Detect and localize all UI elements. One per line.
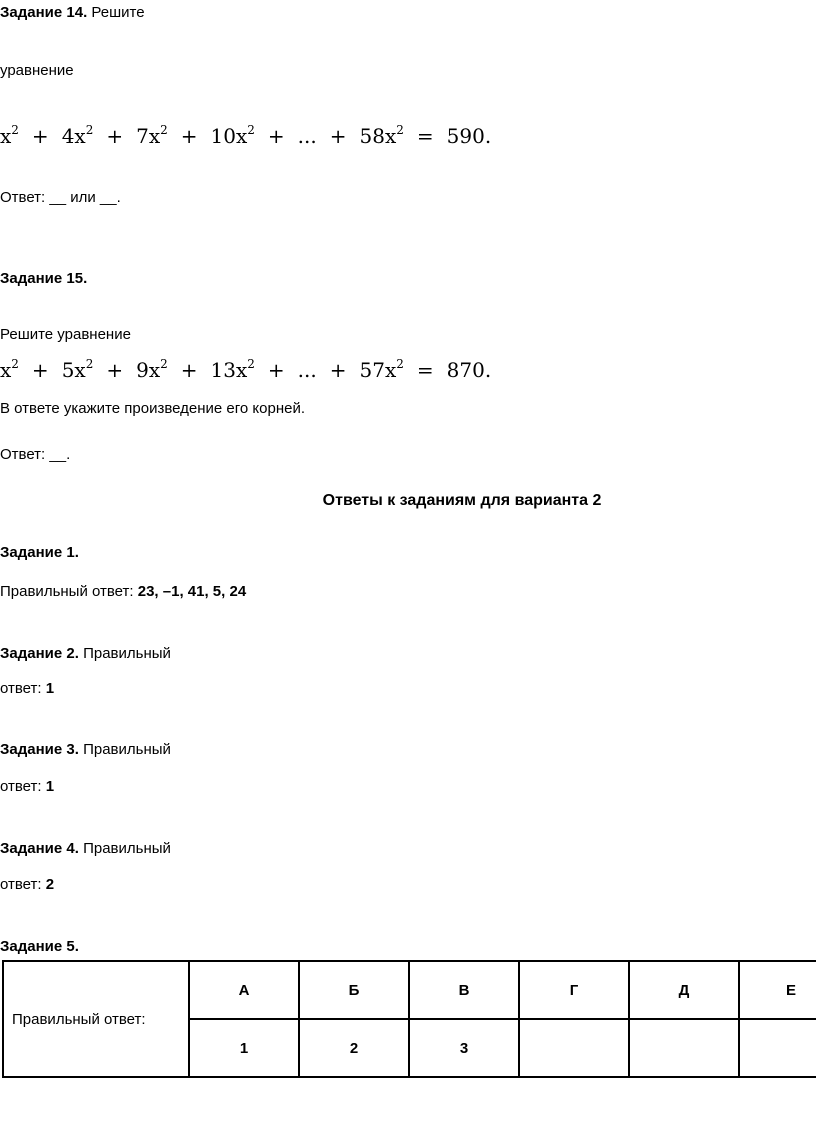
equation-rhs: 590.: [446, 124, 492, 148]
task14-text: Решите: [87, 4, 145, 21]
equation-term: $58x^2$: [359, 123, 404, 148]
equation-term: $57x^2$: [359, 357, 404, 382]
answer3-heading: Задание 3. Правильный: [0, 741, 171, 758]
answer1-line: [0, 583, 246, 600]
task14-answer: Ответ: __ или __.: [0, 189, 121, 206]
answer1-title: Задание 1.: [0, 544, 79, 561]
task15-text: Решите уравнение: [0, 326, 131, 343]
equation-term: $13x^2$: [210, 357, 255, 382]
task15-answer: Ответ: __.: [0, 446, 71, 463]
answer3-value: 1: [45, 778, 55, 795]
table-header-cell: Г: [519, 961, 629, 1019]
answer5-title: Задание 5.: [0, 938, 79, 955]
table-header-cell: Е: [739, 961, 816, 1019]
answer2-title: Задание 2.: [0, 645, 79, 662]
table-header-cell: Б: [299, 961, 409, 1019]
table-header-cell: Д: [629, 961, 739, 1019]
task14-equation: $x^2 + 4x^2 + 7x^2 + 10x^2$ + ... + $58x^2 = 590$.: [0, 123, 492, 148]
equation-term: $4x^2$: [61, 123, 94, 148]
answer3-line: ответ: 1: [0, 778, 55, 795]
equation-term: $10x^2$: [210, 123, 255, 148]
equation-term: $x^2$: [0, 357, 19, 382]
task14-title: Задание 14.: [0, 4, 88, 21]
answer1-prefix: Правильный ответ:: [0, 583, 138, 600]
table-value-cell: 1: [189, 1019, 299, 1077]
equation-term: $5x^2$: [61, 357, 94, 382]
equation-term: $9x^2$: [136, 357, 168, 382]
equation-term: ...: [297, 124, 317, 148]
answer4-line: ответ: 2: [0, 876, 55, 893]
equation-term: $7x^2$: [136, 123, 168, 148]
answer2-value: 1: [45, 680, 55, 697]
task15-note: В ответе укажите произведение его корней.: [0, 400, 305, 417]
table-value-cell: [519, 1019, 629, 1077]
table-value-cell: 2: [299, 1019, 409, 1077]
task14-text-continued: уравнение: [0, 62, 74, 79]
table-value-cell: 3: [409, 1019, 519, 1077]
task15-title: Задание 15.: [0, 270, 88, 287]
answer5-label: Правильный ответ:: [3, 961, 189, 1077]
answer4-heading: Задание 4. Правильный: [0, 840, 171, 857]
table-header-cell: В: [409, 961, 519, 1019]
answer2-heading: Задание 2. Правильный: [0, 645, 171, 662]
answer4-title: Задание 4.: [0, 840, 79, 857]
table-value-cell: [629, 1019, 739, 1077]
answer1-value: 23, –1, 41, 5, 24: [137, 583, 247, 600]
table-row: [3, 961, 816, 1019]
task15-equation: $x^2 + 5x^2 + 9x^2 + 13x^2$ + ... + $57x^2 = 870$.: [0, 357, 492, 382]
equation-rhs: 870.: [446, 358, 492, 382]
answer5-table: [2, 960, 816, 1078]
equation-term: $x^2$: [0, 123, 19, 148]
table-value-cell: [739, 1019, 816, 1077]
answer2-line: ответ: 1: [0, 680, 55, 697]
answer3-title: Задание 3.: [0, 741, 79, 758]
task14-heading: [0, 4, 145, 21]
table-header-cell: А: [189, 961, 299, 1019]
equation-term: ...: [297, 358, 317, 382]
answers-title: Ответы к заданиям для варианта 2: [322, 492, 602, 509]
answer4-value: 2: [45, 876, 55, 893]
